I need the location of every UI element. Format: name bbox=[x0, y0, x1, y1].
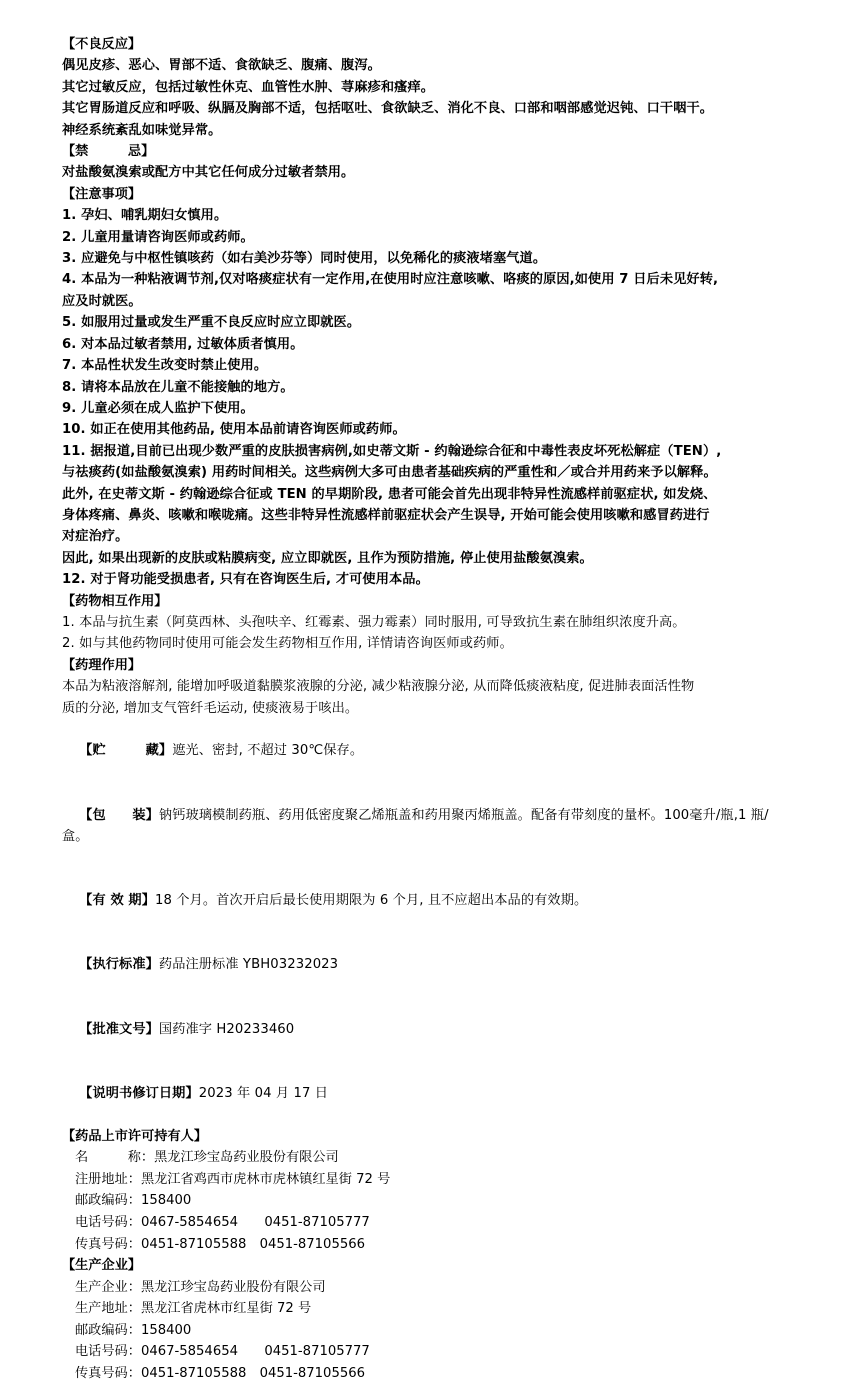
section-license-holder bbox=[62, 1126, 782, 1255]
section-drug-interactions bbox=[62, 591, 782, 655]
row-value: 158400 bbox=[140, 1193, 192, 1209]
section-line: 因此, 如果出现新的皮肤或粘膜病变, 应立即就医, 且作为预防措施, 停止使用盐酸氨溴索。 bbox=[62, 550, 593, 566]
row-value: 158400 bbox=[140, 1322, 192, 1338]
section-revision-date bbox=[62, 1062, 782, 1126]
section-value: 国药准字 H20233460 bbox=[158, 1021, 295, 1037]
section-line: 4. 本品为一种粘液调节剂,仅对咯痰症状有一定作用,在使用时应注意咳嗽、咯痰的原因,如使用 7 日后未见好转, bbox=[62, 272, 719, 288]
section-line: 3. 应避免与中枢性镇咳药（如右美沙芬等）同时使用，以免稀化的痰液堵塞气道。 bbox=[62, 251, 547, 267]
row-value: 黑龙江珍宝岛药业股份有限公司 bbox=[140, 1279, 326, 1295]
section-heading: 【执行标准】 bbox=[79, 957, 159, 973]
manufacturer-row bbox=[62, 1320, 782, 1342]
row-value: 0467-5854654 0451-87105777 bbox=[140, 1214, 370, 1230]
row-label: 名 称： bbox=[75, 1150, 155, 1166]
section-storage bbox=[62, 719, 782, 783]
section-line: 质的分泌, 增加支气管纤毛运动, 使痰液易于咳出。 bbox=[62, 700, 359, 716]
license-holder-row bbox=[62, 1190, 782, 1212]
section-line: 身体疼痛、鼻炎、咳嗽和喉咙痛。这些非特异性流感样前驱症状会产生误导, 开始可能会使用咳嗽和感冒药进行 bbox=[62, 507, 710, 523]
section-line: 6. 对本品过敏者禁用, 过敏体质者慎用。 bbox=[62, 336, 304, 352]
manufacturer-row bbox=[62, 1277, 782, 1299]
license-holder-row bbox=[62, 1212, 782, 1234]
row-value: 0451-87105588 0451-87105566 bbox=[140, 1236, 366, 1252]
section-line: 与祛痰药(如盐酸氨溴索) 用药时间相关。这些病例大多可由患者基础疾病的严重性和／或合并用药来予以解释。 bbox=[62, 465, 717, 481]
section-heading: 【注意事项】 bbox=[62, 186, 142, 202]
section-line: 对盐酸氨溴索或配方中其它任何成分过敏者禁用。 bbox=[62, 165, 355, 181]
row-label: 邮政编码： bbox=[75, 1322, 141, 1338]
section-heading: 【说明书修订日期】 bbox=[79, 1085, 199, 1101]
row-label: 电话号码： bbox=[75, 1344, 141, 1360]
section-line: 1. 本品与抗生素（阿莫西林、头孢呋辛、红霉素、强力霉素）同时服用, 可导致抗生素在肺组织浓度升高。 bbox=[62, 614, 686, 630]
license-holder-row bbox=[62, 1169, 782, 1191]
row-label: 传真号码： bbox=[75, 1365, 141, 1381]
section-precautions bbox=[62, 184, 782, 591]
row-value: 黑龙江珍宝岛药业股份有限公司 bbox=[154, 1150, 339, 1166]
section-shelf-life bbox=[62, 869, 782, 933]
section-heading: 【生产企业】 bbox=[62, 1258, 142, 1274]
section-value: 18 个月。首次开启后最长使用期限为 6 个月, 且不应超出本品的有效期。 bbox=[155, 893, 588, 909]
section-line: 其它过敏反应，包括过敏性休克、血管性水肿、荨麻疹和瘙痒。 bbox=[62, 79, 435, 95]
section-heading: 【有 效 期】 bbox=[79, 893, 155, 909]
section-heading: 【包 装】 bbox=[79, 807, 159, 823]
row-value: 黑龙江省鸡西市虎林市虎林镇红星街 72 号 bbox=[140, 1171, 391, 1187]
section-heading: 【禁 忌】 bbox=[62, 144, 155, 160]
row-value: 0467-5854654 0451-87105777 bbox=[140, 1344, 370, 1360]
section-line: 5. 如服用过量或发生严重不良反应时应立即就医。 bbox=[62, 315, 361, 331]
row-label: 传真号码： bbox=[75, 1236, 141, 1252]
section-value: 药品注册标准 YBH03232023 bbox=[158, 957, 339, 973]
section-line: 对症治疗。 bbox=[62, 529, 129, 545]
row-value: 黑龙江省虎林市红星街 72 号 bbox=[140, 1301, 312, 1317]
section-line: 偶见皮疹、恶心、胃部不适、食欲缺乏、腹痛、腹泻。 bbox=[62, 58, 381, 74]
section-line: 此外, 在史蒂文斯 - 约翰逊综合征或 TEN 的早期阶段, 患者可能会首先出现非特异性流感样前驱症状, 如发烧、 bbox=[62, 486, 717, 502]
section-heading: 【不良反应】 bbox=[62, 37, 142, 52]
row-label: 生产地址： bbox=[75, 1301, 141, 1317]
section-pharmacology bbox=[62, 655, 782, 719]
license-holder-row bbox=[62, 1234, 782, 1256]
section-packaging bbox=[62, 783, 782, 869]
section-standard bbox=[62, 933, 782, 997]
manufacturer-row bbox=[62, 1298, 782, 1320]
row-label: 电话号码： bbox=[75, 1214, 141, 1230]
section-heading: 【批准文号】 bbox=[79, 1021, 159, 1037]
section-contraindications bbox=[62, 141, 782, 184]
section-line: 7. 本品性状发生改变时禁止使用。 bbox=[62, 358, 268, 374]
manufacturer-row bbox=[62, 1363, 782, 1384]
section-line: 9. 儿童必须在成人监护下使用。 bbox=[62, 400, 254, 416]
manufacturer-row bbox=[62, 1341, 782, 1363]
section-line: 11. 据报道,目前已出现少数严重的皮肤损害病例,如史蒂文斯 - 约翰逊综合征和中毒性表皮坏死松解症（TEN）, bbox=[62, 443, 722, 459]
section-line: 本品为粘液溶解剂, 能增加呼吸道黏膜浆液腺的分泌, 减少粘液腺分泌, 从而降低痰液粘度, 促进肺表面活性物 bbox=[62, 679, 695, 695]
section-heading: 【药物相互作用】 bbox=[62, 593, 168, 609]
section-line: 其它胃肠道反应和呼吸、纵膈及胸部不适，包括呕吐、食欲缺乏、消化不良、口部和咽部感觉迟钝、口干咽干。 bbox=[62, 101, 714, 117]
section-line: 2. 儿童用量请咨询医师或药师。 bbox=[62, 229, 254, 245]
section-value: 2023 年 04 月 17 日 bbox=[198, 1085, 329, 1101]
section-line: 神经系统紊乱如味觉异常。 bbox=[62, 122, 222, 138]
row-value: 0451-87105588 0451-87105566 bbox=[140, 1365, 366, 1381]
section-value: 遮光、密封, 不超过 30℃保存。 bbox=[172, 743, 364, 759]
section-heading: 【药理作用】 bbox=[62, 657, 142, 673]
section-heading: 【药品上市许可持有人】 bbox=[62, 1128, 208, 1144]
section-adverse-reactions bbox=[62, 34, 782, 141]
row-label: 注册地址： bbox=[75, 1171, 141, 1187]
row-label: 邮政编码： bbox=[75, 1193, 141, 1209]
section-line: 1. 孕妇、哺乳期妇女慎用。 bbox=[62, 208, 228, 224]
section-manufacturer bbox=[62, 1255, 782, 1384]
section-line: 2. 如与其他药物同时使用可能会发生药物相互作用, 详情请咨询医师或药师。 bbox=[62, 636, 513, 652]
section-line: 12. 对于肾功能受损患者, 只有在咨询医生后, 才可使用本品。 bbox=[62, 572, 429, 588]
license-holder-row bbox=[62, 1147, 782, 1169]
section-line: 8. 请将本品放在儿童不能接触的地方。 bbox=[62, 379, 294, 395]
section-approval-number bbox=[62, 997, 782, 1061]
section-line: 10. 如正在使用其他药品, 使用本品前请咨询医师或药师。 bbox=[62, 422, 406, 438]
section-heading: 【贮 藏】 bbox=[79, 743, 173, 759]
section-value: 钠钙玻璃模制药瓶、药用低密度聚乙烯瓶盖和药用聚丙烯瓶盖。配备有带刻度的量杯。100毫升/瓶,1 瓶/盒。 bbox=[62, 807, 769, 845]
section-line: 应及时就医。 bbox=[62, 293, 142, 309]
row-label: 生产企业： bbox=[75, 1279, 141, 1295]
